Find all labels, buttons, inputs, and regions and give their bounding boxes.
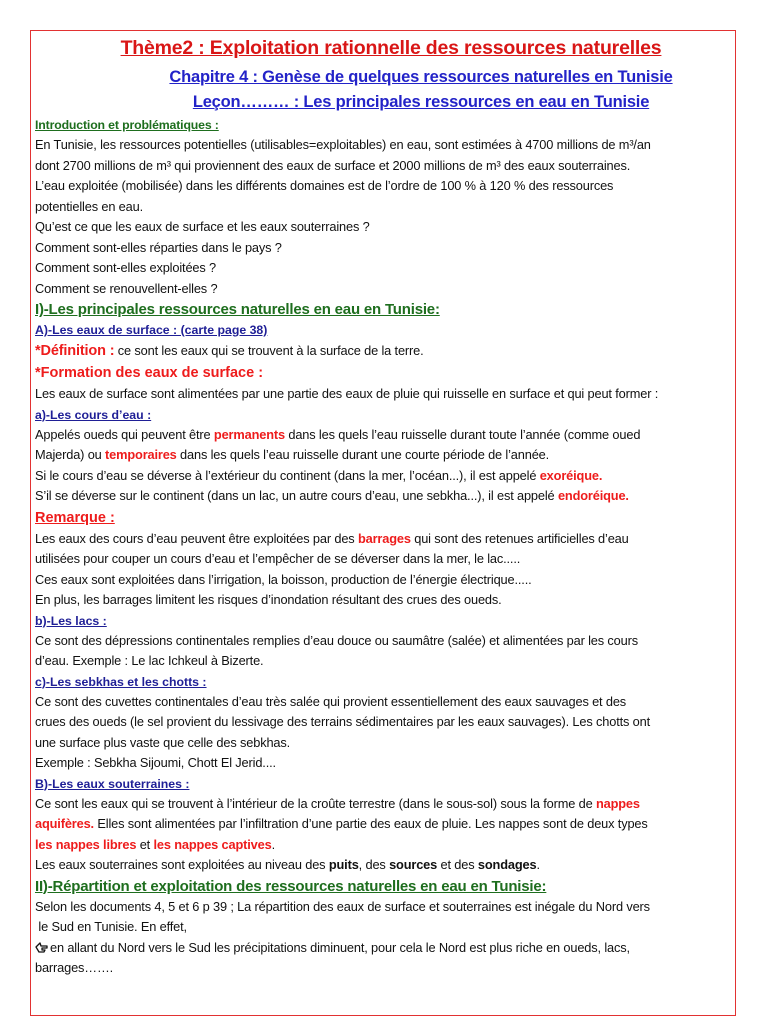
document-content [35,34,747,979]
text-span: Majerda) ou [35,447,106,462]
intro-line: L’eau exploitée (mobilisée) dans les différents domaines est de l’ordre de 100 % à 120 % des ressources [35,178,614,193]
text-span: Si le cours d’eau se déverse à l’extérieur du continent (dans la mer, l’océan...), il est appelé [35,467,540,483]
sebkhas-line: Ce sont des cuvettes continentales d’eau très salée qui provient essentiellement des eaux sauvages et des [35,693,627,709]
text-span: qui sont des retenues artificielles d’eau [410,530,629,546]
text-span: dans les quels l’eau ruisselle durant toute l’année (comme oued [284,426,641,442]
section-2-line: Selon les documents 4, 5 et 6 p 39 ; La répartition des eaux de surface et souterraines est inégale du Nord vers [35,898,650,914]
section-2-heading: II)-Répartition et exploitation des ressources naturelles en eau en Tunisie: [35,877,547,895]
section-2-line: le Sud en Tunisie. En effet, [35,919,187,934]
intro-line: potentielles en eau. [35,198,143,214]
sebkhas-heading: c)-Les sebkhas et les chotts : [35,674,207,689]
text-span: et des [437,857,478,872]
sebkhas-line: une surface plus vaste que celle des sebkhas. [35,734,291,750]
lacs-heading: b)-Les lacs : [35,613,107,628]
text-span: dans les quels l’eau ruisselle durant une courte période de l’année. [176,447,550,462]
highlight-permanents: permanents [213,426,285,442]
intro-question: Comment sont-elles réparties dans le pays ? [35,239,282,255]
section-2-bullet-line [35,938,747,959]
souterraines-line [35,855,747,876]
highlight-temporaires: temporaires [105,447,177,462]
text-span: Ce sont les eaux qui se trouvent à l’intérieur de la croûte terrestre (dans le sous-sol) sous la forme de [35,795,596,811]
cours-line [35,425,747,446]
highlight-nappes-libres: les nappes libres [35,836,137,852]
souterraines-line [35,835,747,856]
cours-line [35,445,747,466]
intro-line: En Tunisie, les ressources potentielles (utilisables=exploitables) en eau, sont estimées à 4700 millions de m³/an [35,137,651,152]
souterraines-line [35,794,747,815]
text-span: Elles sont alimentées par l’infiltration d’une partie des eaux de pluie. Les nappes sont de deux types [93,816,648,831]
section-2-line: barrages……. [35,960,114,975]
text-span: en allant du Nord vers le Sud les précipitations diminuent, pour cela le Nord est plus riche en oueds, lacs, [50,939,630,955]
intro-question: Comment se renouvellent-elles ? [35,280,218,296]
highlight-aquiferes: aquifères. [35,816,94,831]
bold-puits: puits [328,857,359,872]
hand-pointer-icon [35,941,49,953]
text-span: Les eaux des cours d’eau peuvent être exploitées par des [35,530,358,546]
definition-label: *Définition : [35,343,115,359]
lesson-title: Leçon……… : Les principales ressources en eau en Tunisie [192,93,650,111]
formation-heading: *Formation des eaux de surface : [35,365,264,381]
intro-question: Qu’est ce que les eaux de surface et les eaux souterraines ? [35,219,370,234]
definition-text: ce sont les eaux qui se trouvent à la surface de la terre. [114,343,424,358]
subsection-a-heading: A)-Les eaux de surface : (carte page 38) [35,323,268,337]
highlight-endoreique: endoréique. [557,488,629,503]
theme-title: Thème2 : Exploitation rationnelle des ressources naturelles [120,37,662,59]
bold-sources: sources [389,857,438,872]
highlight-barrages: barrages [357,530,411,546]
souterraines-line [35,814,747,835]
cours-line [35,486,747,507]
highlight-nappes-captives: les nappes captives [153,836,272,852]
sebkhas-line: Exemple : Sebkha Sijoumi, Chott El Jerid.... [35,755,276,770]
bold-sondages: sondages [477,857,537,872]
formation-text: Les eaux de surface sont alimentées par une partie des eaux de pluie qui ruisselle en surface et qui peut former : [35,386,659,401]
text-span: , des [358,857,390,872]
definition-line [35,340,747,362]
lacs-line: Ce sont des dépressions continentales remplies d’eau douce ou saumâtre (salée) et alimentées par les cours [35,632,638,648]
highlight-nappes: nappes [595,795,640,811]
remarque-heading: Remarque : [35,509,115,526]
text-span: . [271,836,275,852]
subsection-b-heading: B)-Les eaux souterraines : [35,776,190,791]
lacs-line: d’eau. Exemple : Le lac Ichkeul à Bizerte. [35,653,264,668]
remarque-line [35,529,747,550]
cours-eau-heading: a)-Les cours d’eau : [35,407,152,422]
intro-question: Comment sont-elles exploitées ? [35,260,216,275]
text-span: et [136,836,154,852]
remarque-line: Ces eaux sont exploitées dans l’irrigation, la boisson, production de l’énergie électrique..... [35,571,532,587]
remarque-line: En plus, les barrages limitent les risques d’inondation résultant des crues des oueds. [35,592,502,607]
cours-line [35,466,747,487]
remarque-line: utilisées pour couper un cours d’eau et l’empêcher de se déverser dans la mer, le lac..... [35,551,521,566]
text-span: Appelés oueds qui peuvent être [35,426,214,442]
sebkhas-line: crues des oueds (le sel provient du lessivage des terrains sédimentaires par les eaux sauvages). Les chotts ont [35,714,651,729]
text-span: Les eaux souterraines sont exploitées au niveau des [35,857,329,872]
text-span: S’il se déverse sur le continent (dans un lac, un autre cours d’eau, une sebkha...), il est appelé [35,488,558,503]
intro-heading: Introduction et problématiques : [35,118,219,132]
section-1-heading: I)-Les principales ressources naturelles en eau en Tunisie: [35,301,440,318]
highlight-exoreique: exoréique. [539,467,603,483]
text-span: . [536,857,540,872]
chapter-title: Chapitre 4 : Genèse de quelques ressources naturelles en Tunisie [169,68,673,86]
intro-line: dont 2700 millions de m³ qui proviennent des eaux de surface et 2000 millions de m³ des eaux souterraines. [35,157,631,173]
